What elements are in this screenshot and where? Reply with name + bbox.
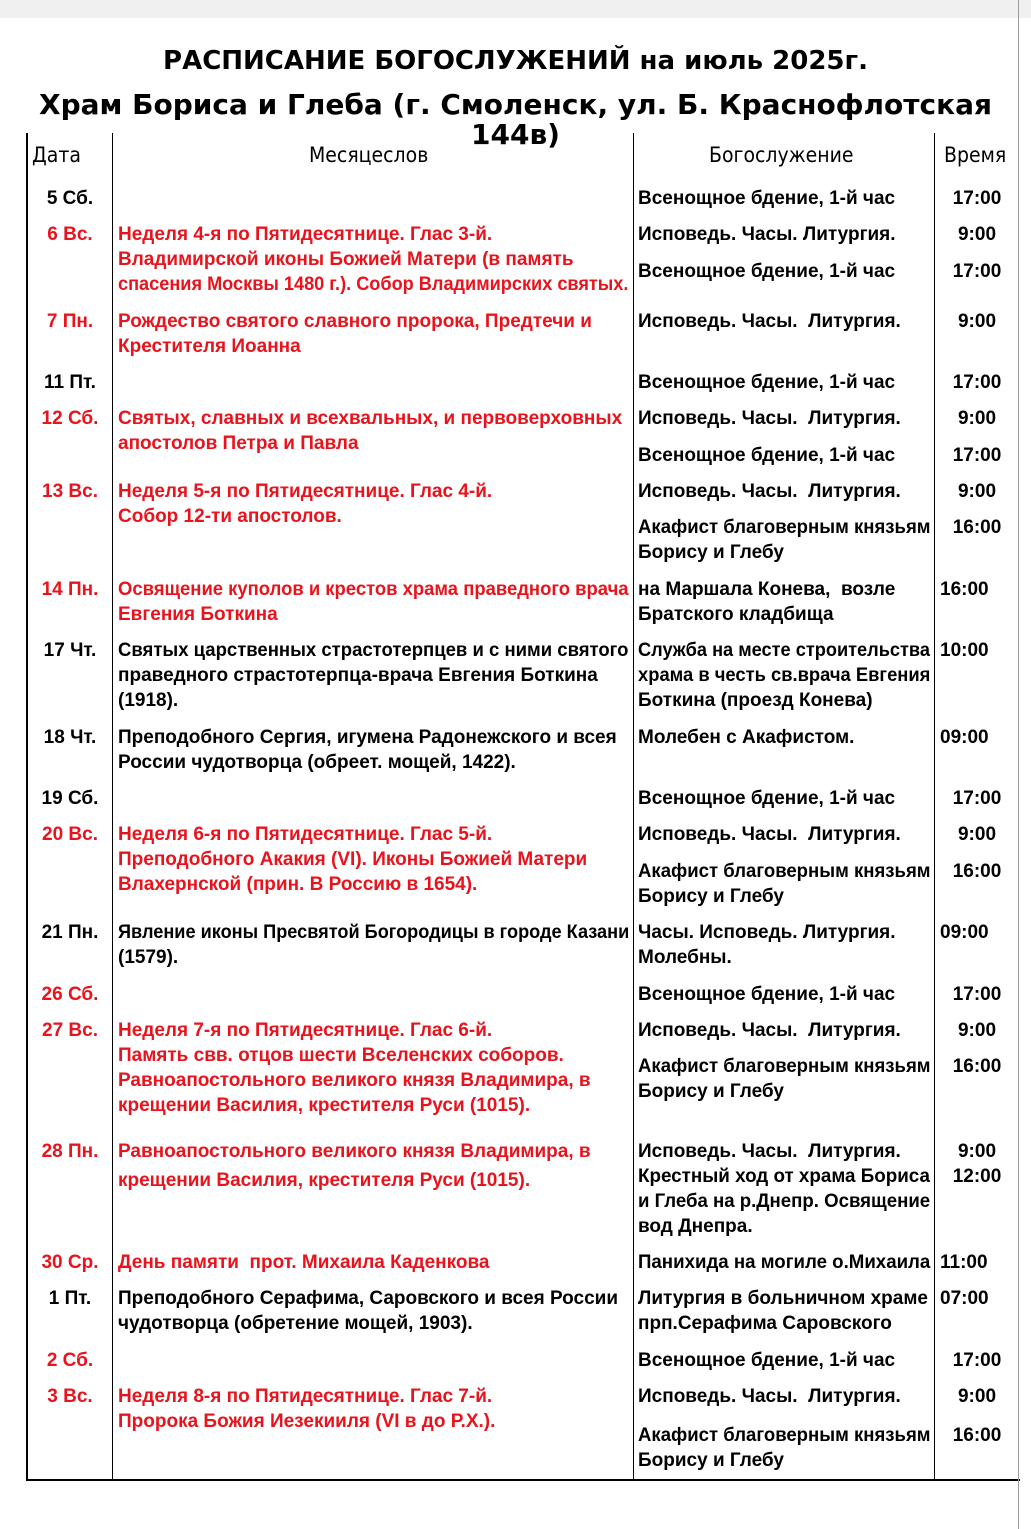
service-time: 9:00 xyxy=(957,481,997,502)
row-calendar-line: Преподобного Сергия, игумена Радонежского и всея xyxy=(118,727,617,748)
row-date: 1 Пт. xyxy=(48,1288,92,1309)
service-line: Акафист благоверным князьям xyxy=(638,1425,931,1446)
service-time: 17:00 xyxy=(952,261,1002,282)
service-time: 17:00 xyxy=(952,788,1002,809)
service-time: 17:00 xyxy=(952,445,1002,466)
row-date: 21 Пн. xyxy=(41,922,99,943)
row-calendar-line: Неделя 4-я по Пятидесятнице. Глас 3-й. xyxy=(118,224,493,245)
row-calendar-line: День памяти прот. Михаила Каденкова xyxy=(118,1252,490,1273)
row-date: 19 Сб. xyxy=(41,788,99,809)
service-time: 17:00 xyxy=(952,1350,1002,1371)
row-calendar-line: Неделя 8-я по Пятидесятнице. Глас 7-й. xyxy=(118,1386,493,1407)
row-date: 27 Вс. xyxy=(42,1020,98,1041)
row-calendar-line: Равноапостольного великого князя Владимира, в xyxy=(118,1070,591,1091)
service-time: 16:00 xyxy=(952,861,1002,882)
service-line: Всенощное бдение, 1-й час xyxy=(638,188,896,209)
service-line: Панихида на могиле о.Михаила xyxy=(638,1252,931,1273)
header-time: Время xyxy=(944,143,1007,167)
page-subtitle: Храм Бориса и Глеба (г. Смоленск, ул. Б. Краснофлотская 144в) xyxy=(39,88,992,151)
service-time: 11:00 xyxy=(940,1252,988,1273)
service-line: Крестный ход от храма Бориса xyxy=(638,1166,930,1187)
row-date: 5 Сб. xyxy=(46,188,94,209)
row-calendar-line: Рождество святого славного пророка, Предтечи и xyxy=(118,311,592,332)
service-line: Исповедь. Часы. Литургия. xyxy=(638,1020,901,1041)
row-calendar-line: Святых царственных страстотерпцев и с ними святого xyxy=(118,640,629,661)
row-calendar-line: Преподобного Серафима, Саровского и всея России xyxy=(118,1288,619,1309)
service-time: 10:00 xyxy=(940,640,989,661)
service-time: 17:00 xyxy=(952,188,1002,209)
service-time: 17:00 xyxy=(952,372,1002,393)
service-time: 16:00 xyxy=(952,517,1002,538)
service-time: 9:00 xyxy=(957,311,997,332)
row-calendar-line: апостолов Петра и Павла xyxy=(118,433,359,454)
row-calendar-line: Евгения Боткина xyxy=(118,604,278,625)
service-line: Литургия в больничном храме xyxy=(638,1288,928,1309)
header-calendar: Месяцеслов xyxy=(309,143,429,167)
service-line: Борису и Глебу xyxy=(638,542,784,563)
service-line: Служба на месте строительства xyxy=(638,640,930,661)
service-line: Борису и Глебу xyxy=(638,886,784,907)
row-calendar-line: Собор 12-ти апостолов. xyxy=(118,506,342,527)
row-calendar-line: Освящение куполов и крестов храма праведного врача xyxy=(118,579,629,600)
row-calendar-line: Крестителя Иоанна xyxy=(118,336,301,357)
service-line: Молебен с Акафистом. xyxy=(638,727,855,748)
service-time: 09:00 xyxy=(940,922,989,943)
service-time: 17:00 xyxy=(952,984,1002,1005)
service-line: и Глеба на р.Днепр. Освящение xyxy=(638,1191,931,1212)
row-calendar-line: Святых, славных и всехвальных, и первоверховных xyxy=(118,408,623,429)
service-time: 07:00 xyxy=(940,1288,989,1309)
row-date: 20 Вс. xyxy=(42,824,98,845)
service-line: Боткина (проезд Конева) xyxy=(638,690,873,711)
service-line: Исповедь. Часы. Литургия. xyxy=(638,481,901,502)
row-calendar-line: спасения Москвы 1480 г.). Собор Владимирских святых. xyxy=(118,274,629,295)
row-calendar-line: Равноапостольного великого князя Владимира, в xyxy=(118,1141,591,1162)
service-line: Исповедь. Часы. Литургия. xyxy=(638,408,901,429)
row-calendar-line: Неделя 5-я по Пятидесятнице. Глас 4-й. xyxy=(118,481,493,502)
row-calendar-line: (1579). xyxy=(118,947,179,968)
service-line: Всенощное бдение, 1-й час xyxy=(638,1350,896,1371)
service-line: прп.Серафима Саровского xyxy=(638,1313,892,1334)
top-bar xyxy=(0,0,1031,18)
service-time: 12:00 xyxy=(952,1166,1002,1187)
service-time: 16:00 xyxy=(952,1425,1002,1446)
row-calendar-line: Пророка Божия Иезекииля (VI в до Р.Х.). xyxy=(118,1411,496,1432)
column-divider xyxy=(112,133,113,1481)
row-date: 2 Сб. xyxy=(46,1350,94,1371)
service-line: Исповедь. Часы. Литургия. xyxy=(638,824,901,845)
row-calendar-line: Память свв. отцов шести Вселенских соборов. xyxy=(118,1045,564,1066)
row-date: 13 Вс. xyxy=(42,481,98,502)
header-date: Дата xyxy=(32,143,81,167)
service-time: 9:00 xyxy=(957,824,997,845)
service-line: Всенощное бдение, 1-й час xyxy=(638,445,896,466)
service-time: 9:00 xyxy=(957,408,997,429)
row-calendar-line: Владимирской иконы Божией Матери (в память xyxy=(118,249,574,270)
service-line: Исповедь. Часы. Литургия. xyxy=(638,1386,901,1407)
service-line: Всенощное бдение, 1-й час xyxy=(638,788,896,809)
service-time: 9:00 xyxy=(957,1141,997,1162)
service-line: Акафист благоверным князьям xyxy=(638,861,931,882)
column-divider xyxy=(633,133,634,1481)
row-date: 6 Вс. xyxy=(47,224,93,245)
row-calendar-line: Неделя 7-я по Пятидесятнице. Глас 6-й. xyxy=(118,1020,493,1041)
service-line: Часы. Исповедь. Литургия. xyxy=(638,922,896,943)
service-line: Молебны. xyxy=(638,947,732,968)
row-date: 30 Ср. xyxy=(41,1252,99,1273)
row-calendar-line: крещении Василия, крестителя Руси (1015). xyxy=(118,1170,531,1191)
service-time: 16:00 xyxy=(940,579,989,600)
row-date: 28 Пн. xyxy=(41,1141,99,1162)
row-calendar-line: чудотворца (обретение мощей, 1903). xyxy=(118,1313,473,1334)
row-date: 11 Пт. xyxy=(44,372,96,393)
service-time: 9:00 xyxy=(957,1020,997,1041)
row-date: 3 Вс. xyxy=(47,1386,93,1407)
service-line: Всенощное бдение, 1-й час xyxy=(638,984,896,1005)
service-line: Борису и Глебу xyxy=(638,1081,784,1102)
row-date: 17 Чт. xyxy=(43,640,97,661)
row-calendar-line: Явление иконы Пресвятой Богородицы в городе Казани xyxy=(118,922,630,943)
service-line: вод Днепра. xyxy=(638,1216,753,1237)
service-time: 9:00 xyxy=(957,1386,997,1407)
service-line: Акафист благоверным князьям xyxy=(638,517,931,538)
row-calendar-line: праведного страстотерпца-врача Евгения Боткина xyxy=(118,665,598,686)
service-line: Исповедь. Часы. Литургия. xyxy=(638,311,901,332)
row-calendar-line: Влахернской (прин. В Россию в 1654). xyxy=(118,874,478,895)
page-title: РАСПИСАНИЕ БОГОСЛУЖЕНИЙ на июль 2025г. xyxy=(163,46,868,76)
row-calendar-line: (1918). xyxy=(118,690,179,711)
row-calendar-line: крещении Василия, крестителя Руси (1015). xyxy=(118,1095,531,1116)
row-date: 18 Чт. xyxy=(43,727,97,748)
row-date: 12 Сб. xyxy=(41,408,99,429)
row-calendar-line: Преподобного Акакия (VI). Иконы Божией Матери xyxy=(118,849,588,870)
service-time: 16:00 xyxy=(952,1056,1002,1077)
row-date: 14 Пн. xyxy=(41,579,99,600)
header-service: Богослужение xyxy=(709,143,854,167)
service-line: на Маршала Конева, возле xyxy=(638,579,896,600)
service-line: Всенощное бдение, 1-й час xyxy=(638,261,896,282)
service-time: 09:00 xyxy=(940,727,989,748)
service-line: Всенощное бдение, 1-й час xyxy=(638,372,896,393)
row-calendar-line: Неделя 6-я по Пятидесятнице. Глас 5-й. xyxy=(118,824,493,845)
row-date: 7 Пн. xyxy=(46,311,94,332)
service-line: Братского кладбища xyxy=(638,604,834,625)
service-line: Акафист благоверным князьям xyxy=(638,1056,931,1077)
service-line: храма в честь св.врача Евгения xyxy=(638,665,931,686)
service-line: Исповедь. Часы. Литургия. xyxy=(638,1141,901,1162)
service-line: Борису и Глебу xyxy=(638,1450,784,1471)
service-time: 9:00 xyxy=(957,224,997,245)
service-line: Исповедь. Часы. Литургия. xyxy=(638,224,896,245)
row-calendar-line: России чудотворца (обреет. мощей, 1422). xyxy=(118,752,516,773)
row-date: 26 Сб. xyxy=(41,984,99,1005)
